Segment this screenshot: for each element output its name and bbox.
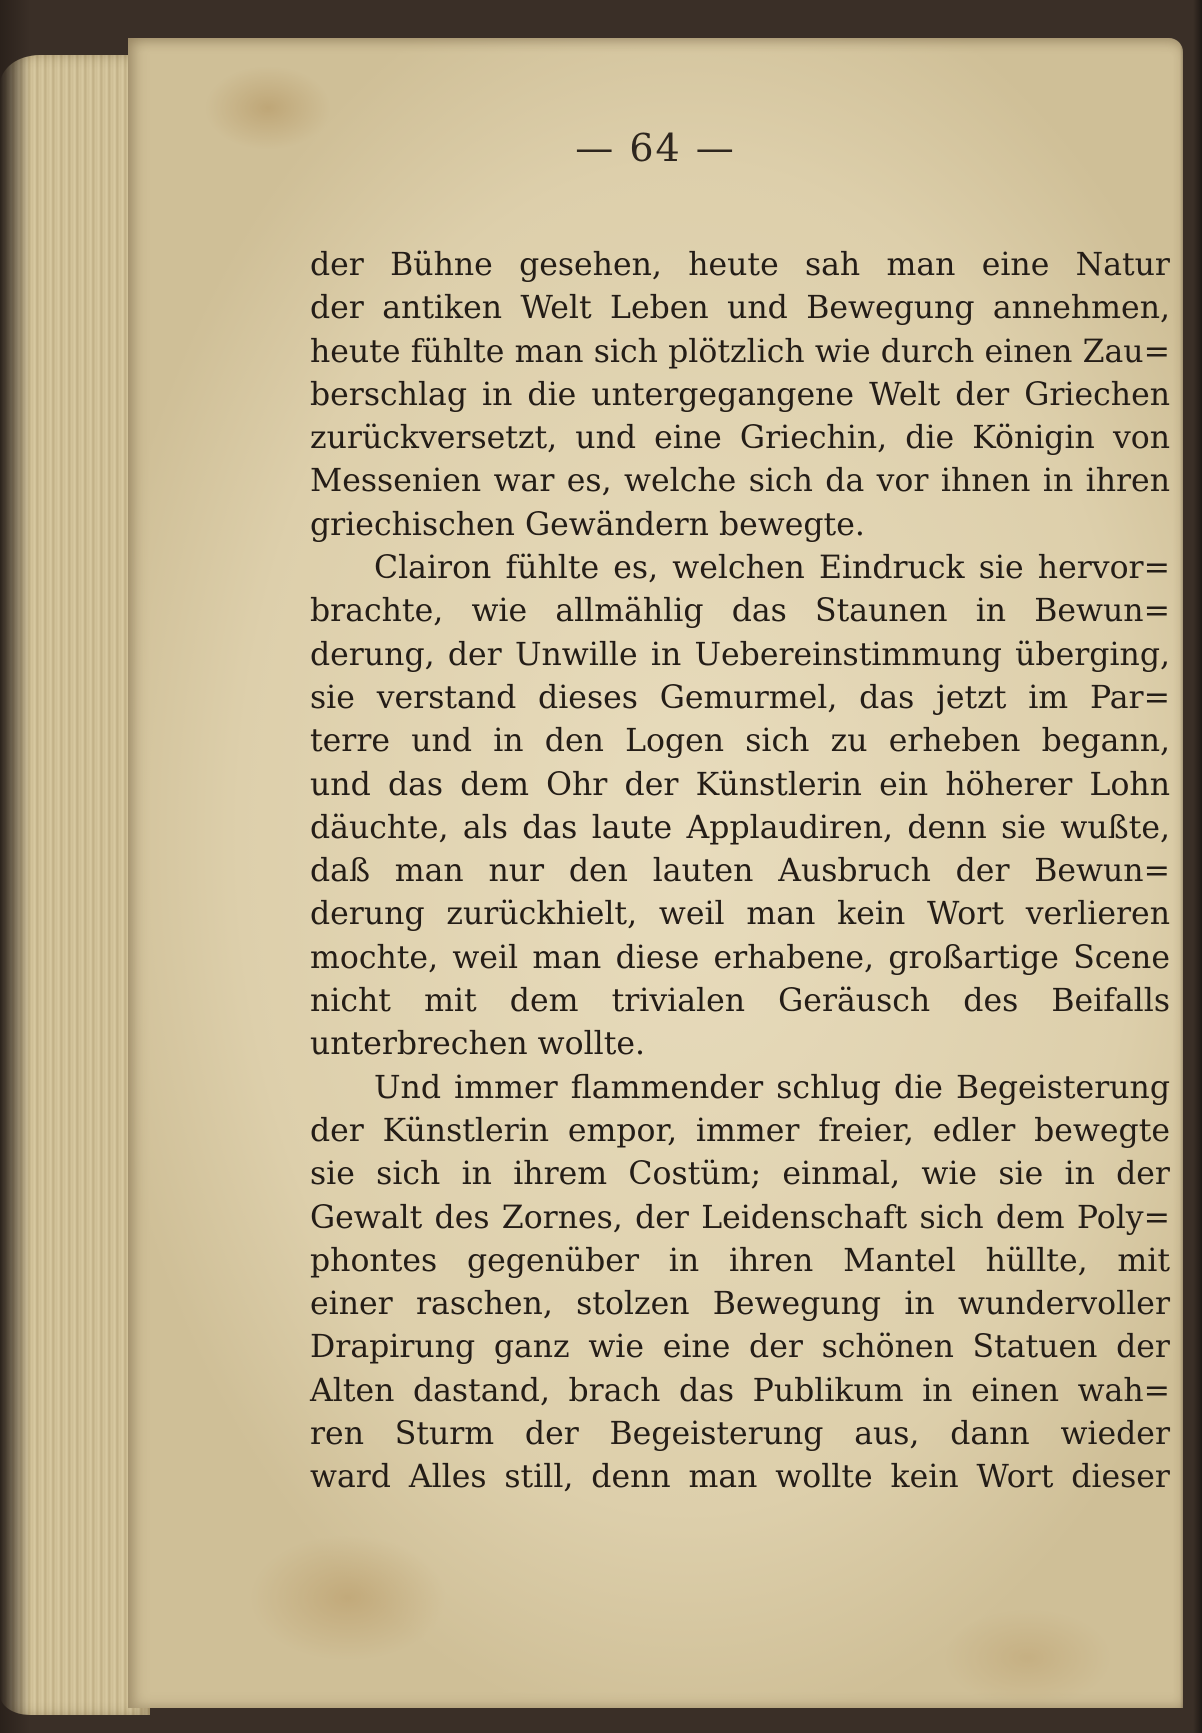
text-line: heute fühlte man sich plötzlich wie durch einen Zau=	[310, 333, 1170, 370]
right-page-edge	[1180, 0, 1202, 1733]
text-line: der Künstlerin empor, immer freier, edler bewegte	[310, 1112, 1170, 1149]
text-line: Gewalt des Zornes, der Leidenschaft sich dem Poly=	[310, 1199, 1170, 1236]
text-line: däuchte, als das laute Applaudiren, denn sie wußte,	[310, 809, 1170, 846]
text-line: berschlag in die untergegangene Welt der Griechen	[310, 376, 1170, 413]
page-text	[310, 244, 1170, 1500]
text-line: der Bühne gesehen, heute sah man eine Natur	[310, 247, 1170, 283]
spine-shadow	[0, 0, 30, 1733]
text-line: Clairon fühlte es, welchen Eindruck sie hervor=	[374, 550, 1170, 587]
text-line: brachte, wie allmählig das Staunen in Bewun=	[310, 593, 1170, 630]
page-number: — 64 —	[575, 126, 736, 170]
text-line: Und immer flammender schlug die Begeisterung	[374, 1069, 1170, 1106]
text-line: Messenien war es, welche sich da vor ihnen in ihren	[310, 463, 1170, 500]
text-line: der antiken Welt Leben und Bewegung annehmen,	[310, 290, 1170, 327]
text-line: zurückversetzt, und eine Griechin, die Königin von	[310, 420, 1170, 457]
book-page	[128, 38, 1183, 1708]
text-line: nicht mit dem trivialen Geräusch des Beifalls	[310, 983, 1170, 1020]
text-line: sie verstand dieses Gemurmel, das jetzt im Par=	[310, 679, 1170, 716]
text-line: einer raschen, stolzen Bewegung in wundervoller	[310, 1286, 1170, 1323]
text-line: Drapirung ganz wie eine der schönen Statuen der	[310, 1329, 1170, 1366]
text-line: und das dem Ohr der Künstlerin ein höherer Lohn	[310, 766, 1170, 803]
text-line: ward Alles still, denn man wollte kein Wort dieser	[310, 1459, 1170, 1496]
text-line: Alten dastand, brach das Publikum in einen wah=	[310, 1372, 1170, 1409]
text-line: terre und in den Logen sich zu erheben begann,	[310, 723, 1170, 760]
text-line: mochte, weil man diese erhabene, großartige Scene	[310, 939, 1170, 976]
text-line: unterbrechen wollte.	[310, 1026, 646, 1063]
text-line: phontes gegenüber in ihren Mantel hüllte, mit	[310, 1242, 1170, 1279]
text-line: ren Sturm der Begeisterung aus, dann wieder	[310, 1416, 1170, 1453]
text-line: daß man nur den lauten Ausbruch der Bewun=	[310, 853, 1170, 890]
text-line: derung, der Unwille in Uebereinstimmung überging,	[310, 636, 1170, 673]
text-line: sie sich in ihrem Costüm; einmal, wie sie in der	[310, 1156, 1170, 1193]
text-line: griechischen Gewändern bewegte.	[310, 506, 865, 543]
text-line: derung zurückhielt, weil man kein Wort verlieren	[310, 896, 1170, 933]
